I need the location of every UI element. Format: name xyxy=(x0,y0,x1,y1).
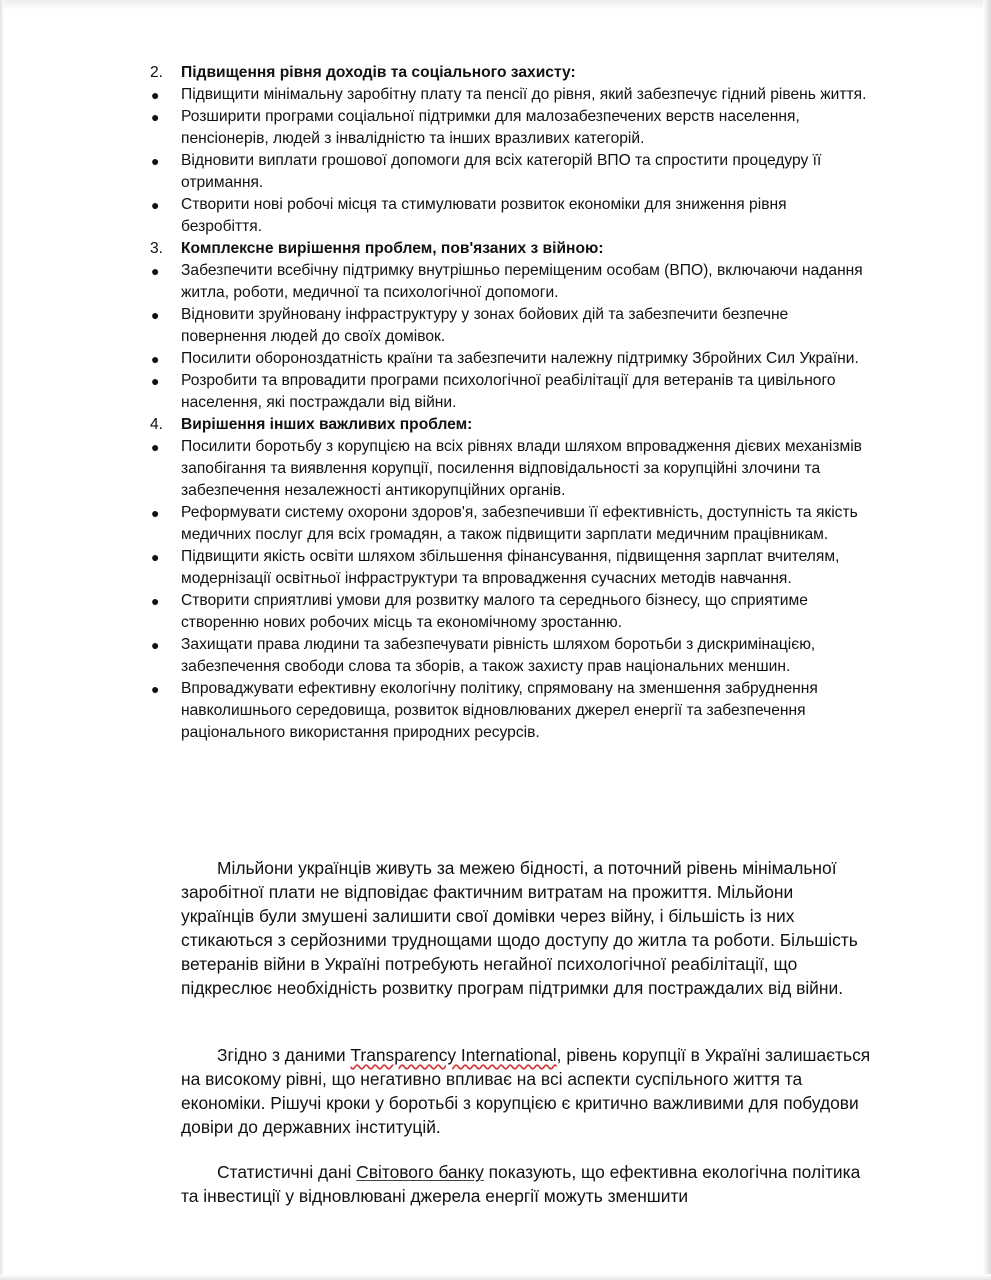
list-item-text: Забезпечити всебічну підтримку внутрішньо переміщеним особам (ВПО), включаючи надання житла, роботи, медичної та психологічної допомоги. xyxy=(181,262,863,301)
bullet-icon: ● xyxy=(151,593,160,609)
list-item xyxy=(150,194,870,238)
section-title: Вирішення інших важливих проблем: xyxy=(181,416,473,433)
list-item-text: Підвищити якість освіти шляхом збільшення фінансування, підвищення зарплат вчителям, модернізації освітньої інфраструктури та впровадження сучасних методів навчання. xyxy=(181,548,840,587)
source-link-transparency[interactable]: Transparency International xyxy=(350,1045,557,1065)
document-page xyxy=(150,62,870,744)
list-item-text: Створити нові робочі місця та стимулювати розвиток економіки для зниження рівня безробіття. xyxy=(181,196,787,235)
bullet-icon: ● xyxy=(151,87,160,103)
bullet-list xyxy=(150,84,870,238)
list-item-text: Підвищити мінімальну заробітну плату та пенсії до рівня, який забезпечує гідний рівень життя. xyxy=(181,86,867,103)
section-heading xyxy=(150,238,870,260)
list-item xyxy=(150,84,870,106)
source-link-world-bank[interactable]: Світового банку xyxy=(356,1162,484,1182)
paragraph-text: Мільйони українців живуть за межею бідності, а поточний рівень мінімальної заробітної плати не відповідає фактичним витратам на прожиття. Мільйони українців були змушені залишити свої домівки через війну, і більшість із них стикаються з серйозними труднощами щодо доступу до житла та роботи. Більшість ветеранів війни в Україні потребують негайної психологічної реабілітації, що підкреслює необхідність розвитку програм підтримки для постраждалих від війни. xyxy=(181,858,858,998)
list-item xyxy=(150,546,870,590)
list-item xyxy=(150,590,870,634)
list-item-text: Розширити програми соціальної підтримки для малозабезпечених верств населення, пенсіонерів, людей з інвалідністю та інших вразливих категорій. xyxy=(181,108,800,147)
list-item xyxy=(150,370,870,414)
list-item-text: Відновити виплати грошової допомоги для всіх категорій ВПО та спростити процедуру її отримання. xyxy=(181,152,822,191)
section-heading xyxy=(150,62,870,84)
bullet-icon: ● xyxy=(151,153,160,169)
photo-border-top xyxy=(0,0,991,10)
section-number: 2. xyxy=(150,64,164,81)
bullet-list xyxy=(150,260,870,414)
section-heading xyxy=(150,414,870,436)
list-item-text: Посилити обороноздатність країни та забезпечити належну підтримку Збройних Сил України. xyxy=(181,350,859,367)
list-item-text: Відновити зруйновану інфраструктуру у зонах бойових дій та забезпечити безпечне повернення людей до своїх домівок. xyxy=(181,306,789,345)
section-title: Комплексне вирішення проблем, пов'язаних з війною: xyxy=(181,240,604,257)
list-item xyxy=(150,260,870,304)
photo-border-left xyxy=(0,0,4,1280)
list-item-text: Реформувати систему охорони здоров'я, забезпечивши її ефективність, доступність та якість медичних послуг для всіх громадян, а також підвищити зарплати медичним працівникам. xyxy=(181,504,858,543)
list-item xyxy=(150,106,870,150)
bullet-icon: ● xyxy=(151,197,160,213)
list-item xyxy=(150,150,870,194)
list-item-text: Посилити боротьбу з корупцією на всіх рівнях влади шляхом впровадження дієвих механізмів запобігання та виявлення корупції, посилення відповідальності за корупційні злочини та забезпечення незалежності антикорупційних органів. xyxy=(181,438,862,499)
body-paragraph xyxy=(181,1043,871,1139)
section-number: 4. xyxy=(150,416,164,433)
list-item-text: Створити сприятливі умови для розвитку малого та середнього бізнесу, що сприятиме створенню нових робочих місць та економічному зростанню. xyxy=(181,592,808,631)
bullet-icon: ● xyxy=(151,439,160,455)
body-paragraph xyxy=(181,856,871,1000)
bullet-icon: ● xyxy=(151,109,160,125)
paragraph-text: показують, що ефективна екологічна політика та інвестиції у відновлювані джерела енергії можуть зменшити xyxy=(181,1162,861,1206)
list-item xyxy=(150,634,870,678)
section-number: 3. xyxy=(150,240,164,257)
photo-border-right xyxy=(983,0,991,1280)
list-item xyxy=(150,304,870,348)
bullet-icon: ● xyxy=(151,505,160,521)
list-item xyxy=(150,678,870,744)
bullet-icon: ● xyxy=(151,681,160,697)
bullet-icon: ● xyxy=(151,549,160,565)
bullet-icon: ● xyxy=(151,351,160,367)
bullet-icon: ● xyxy=(151,263,160,279)
bullet-icon: ● xyxy=(151,373,160,389)
list-item xyxy=(150,348,870,370)
paragraph-text: Статистичні дані xyxy=(217,1162,357,1182)
bullet-list xyxy=(150,436,870,744)
paragraph-text: Згідно з даними xyxy=(217,1045,351,1065)
bullet-icon: ● xyxy=(151,307,160,323)
paragraph-text: , рівень корупції в Україні залишається на високому рівні, що негативно впливає на всі аспекти суспільного життя та економіки. Рішучі кроки у боротьбі з корупцією є критично важливими для побудови довіри до державних інституцій. xyxy=(181,1045,871,1137)
list-item-text: Захищати права людини та забезпечувати рівність шляхом боротьби з дискримінацією, забезпечення свободи слова та зборів, а також захисту прав національних меншин. xyxy=(181,636,816,675)
list-item-text: Розробити та впровадити програми психологічної реабілітації для ветеранів та цивільного населення, які постраждали від війни. xyxy=(181,372,836,411)
section-title: Підвищення рівня доходів та соціального захисту: xyxy=(181,64,576,81)
bullet-icon: ● xyxy=(151,637,160,653)
list-item xyxy=(150,502,870,546)
body-paragraph xyxy=(181,1160,871,1208)
list-item-text: Впроваджувати ефективну екологічну політику, спрямовану на зменшення забруднення навколишнього середовища, розвиток відновлюваних джерел енергії та забезпечення раціонального використання природних ресурсів. xyxy=(181,680,818,741)
photo-border-bottom xyxy=(0,1274,991,1280)
list-item xyxy=(150,436,870,502)
